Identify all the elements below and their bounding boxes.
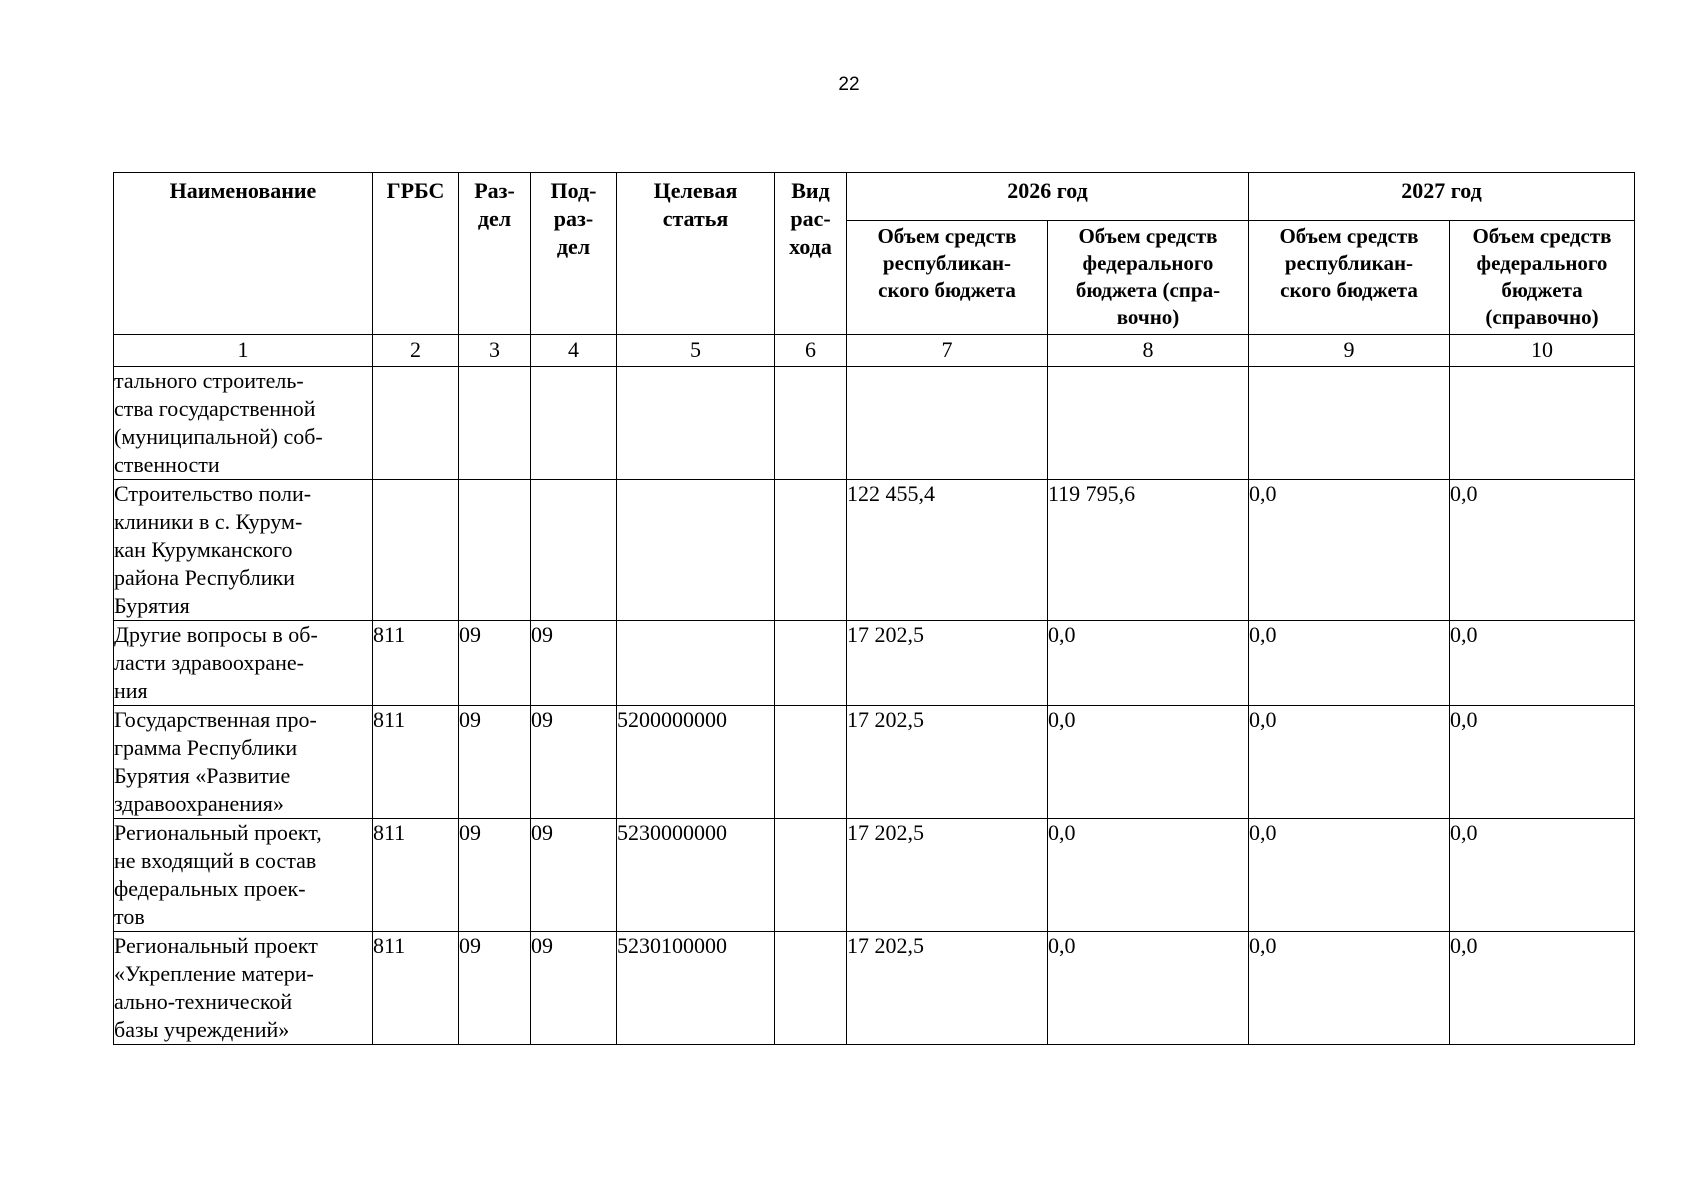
text-line: вочно) [1116, 305, 1180, 329]
federal-2026-cell: 0,0 [1048, 932, 1249, 1045]
column-number: 8 [1048, 335, 1249, 367]
text-line: статья [662, 206, 729, 231]
target-article-cell: 5230000000 [617, 819, 775, 932]
budget-table [113, 172, 1635, 1045]
federal-2026-cell [1048, 367, 1249, 480]
republican-2026-cell: 122 455,4 [847, 480, 1048, 621]
name-cell [114, 706, 373, 819]
column-number: 7 [847, 335, 1048, 367]
republican-2026-cell: 17 202,5 [847, 621, 1048, 706]
text-line: дел [556, 234, 591, 259]
republican-2027-cell [1249, 367, 1450, 480]
header-grbs: ГРБС [373, 173, 459, 335]
republican-2027-cell: 0,0 [1249, 621, 1450, 706]
grbs-cell: 811 [373, 819, 459, 932]
target-article-cell: 5200000000 [617, 706, 775, 819]
text-line: базы учреждений» [114, 1017, 290, 1042]
text-line: федерального [1082, 251, 1214, 275]
text-line: рас- [790, 206, 831, 231]
table-row [114, 706, 1635, 819]
text-line: Под- [550, 178, 597, 203]
republican-2026-cell [847, 367, 1048, 480]
header-podrazdel [531, 173, 617, 335]
header-year-2026: 2026 год [847, 173, 1249, 221]
republican-2026-cell: 17 202,5 [847, 819, 1048, 932]
podrazdel-cell [531, 480, 617, 621]
razdel-cell: 09 [459, 819, 531, 932]
expense-type-cell [775, 480, 847, 621]
header-expense-type [775, 173, 847, 335]
republican-2027-cell: 0,0 [1249, 819, 1450, 932]
text-line: раз- [553, 206, 594, 231]
text-line: ственности [114, 452, 220, 477]
podrazdel-cell: 09 [531, 819, 617, 932]
text-line: хода [789, 234, 832, 259]
text-line: тов [114, 904, 145, 929]
name-cell [114, 480, 373, 621]
table-row [114, 480, 1635, 621]
podrazdel-cell [531, 367, 617, 480]
federal-2027-cell: 0,0 [1450, 621, 1635, 706]
table-body [114, 367, 1635, 1045]
text-line: ласти здравоохране- [114, 650, 304, 675]
text-line: (муниципальной) соб- [114, 424, 323, 449]
republican-2026-cell: 17 202,5 [847, 932, 1048, 1045]
razdel-cell [459, 480, 531, 621]
text-line: Региональный проект [114, 933, 318, 958]
column-number: 5 [617, 335, 775, 367]
text-line: Строительство поли- [114, 481, 312, 506]
name-cell [114, 621, 373, 706]
text-line: ния [114, 678, 148, 703]
text-line: Объем средств [877, 224, 1017, 248]
republican-2026-cell: 17 202,5 [847, 706, 1048, 819]
table-row [114, 367, 1635, 480]
text-line: грамма Республики [114, 735, 298, 760]
federal-2026-cell: 0,0 [1048, 621, 1249, 706]
page-number: 22 [838, 74, 860, 95]
column-number: 4 [531, 335, 617, 367]
target-article-cell: 5230100000 [617, 932, 775, 1045]
column-number: 2 [373, 335, 459, 367]
razdel-cell: 09 [459, 621, 531, 706]
text-line: Другие вопросы в об- [114, 622, 318, 647]
republican-2027-cell: 0,0 [1249, 932, 1450, 1045]
text-line: Объем средств [1078, 224, 1218, 248]
table-row [114, 819, 1635, 932]
header-razdel [459, 173, 531, 335]
table-row [114, 621, 1635, 706]
text-line: республикан- [1284, 251, 1414, 275]
federal-2026-cell: 0,0 [1048, 706, 1249, 819]
text-line: Объем средств [1279, 224, 1419, 248]
expense-type-cell [775, 367, 847, 480]
expense-type-cell [775, 819, 847, 932]
podrazdel-cell: 09 [531, 621, 617, 706]
column-number: 1 [114, 335, 373, 367]
table-row [114, 932, 1635, 1045]
header-2026-federal [1048, 221, 1249, 335]
target-article-cell [617, 367, 775, 480]
federal-2027-cell [1450, 367, 1635, 480]
text-line: «Укрепление матери- [114, 961, 314, 986]
header-2026-republican [847, 221, 1048, 335]
text-line: Вид [791, 178, 830, 203]
text-line: ского бюджета [878, 278, 1016, 302]
text-line: тального строитель- [114, 368, 304, 393]
text-line: федерального [1476, 251, 1608, 275]
column-number: 3 [459, 335, 531, 367]
text-line: района Республики [114, 565, 295, 590]
podrazdel-cell: 09 [531, 706, 617, 819]
column-number: 10 [1450, 335, 1635, 367]
grbs-cell: 811 [373, 621, 459, 706]
name-cell [114, 932, 373, 1045]
text-line: не входящий в состав [114, 848, 317, 873]
text-line: Региональный проект, [114, 820, 322, 845]
text-line: дел [477, 206, 512, 231]
column-number-row [114, 335, 1635, 367]
text-line: Бурятия [114, 593, 190, 618]
target-article-cell [617, 480, 775, 621]
text-line: бюджета [1501, 278, 1583, 302]
header-name: Наименование [114, 173, 373, 335]
expense-type-cell [775, 706, 847, 819]
text-line: Объем средств [1472, 224, 1612, 248]
text-line: Бурятия «Развитие [114, 763, 291, 788]
header-year-2027: 2027 год [1249, 173, 1635, 221]
federal-2027-cell: 0,0 [1450, 706, 1635, 819]
expense-type-cell [775, 932, 847, 1045]
federal-2027-cell: 0,0 [1450, 819, 1635, 932]
text-line: бюджета (спра- [1075, 278, 1221, 302]
text-line: Государственная про- [114, 707, 317, 732]
text-line: здравоохранения» [114, 791, 284, 816]
grbs-cell [373, 480, 459, 621]
header-target-article [617, 173, 775, 335]
republican-2027-cell: 0,0 [1249, 480, 1450, 621]
text-line: Раз- [474, 178, 515, 203]
podrazdel-cell: 09 [531, 932, 617, 1045]
text-line: ского бюджета [1280, 278, 1418, 302]
federal-2026-cell: 0,0 [1048, 819, 1249, 932]
header-2027-federal [1450, 221, 1635, 335]
header-2027-republican [1249, 221, 1450, 335]
razdel-cell [459, 367, 531, 480]
name-cell [114, 367, 373, 480]
text-line: федеральных проек- [114, 876, 306, 901]
grbs-cell [373, 367, 459, 480]
target-article-cell [617, 621, 775, 706]
expense-type-cell [775, 621, 847, 706]
republican-2027-cell: 0,0 [1249, 706, 1450, 819]
text-line: республикан- [882, 251, 1012, 275]
column-number: 9 [1249, 335, 1450, 367]
grbs-cell: 811 [373, 706, 459, 819]
federal-2026-cell: 119 795,6 [1048, 480, 1249, 621]
column-number: 6 [775, 335, 847, 367]
text-line: (справочно) [1485, 305, 1599, 329]
grbs-cell: 811 [373, 932, 459, 1045]
text-line: клиники в с. Курум- [114, 509, 303, 534]
razdel-cell: 09 [459, 932, 531, 1045]
text-line: кан Курумканского [114, 537, 293, 562]
text-line: ства государственной [114, 396, 316, 421]
text-line: ально-технической [114, 989, 293, 1014]
federal-2027-cell: 0,0 [1450, 480, 1635, 621]
text-line: Целевая [653, 178, 738, 203]
name-cell [114, 819, 373, 932]
razdel-cell: 09 [459, 706, 531, 819]
federal-2027-cell: 0,0 [1450, 932, 1635, 1045]
